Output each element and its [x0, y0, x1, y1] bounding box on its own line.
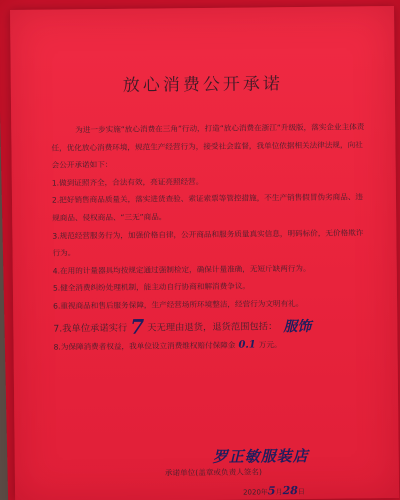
notice-title: 放心消费公开承诺 — [122, 74, 283, 96]
signer-label: 承诺单位(盖章或负责人签名) — [164, 467, 262, 478]
commitment-item-6: 6.重视商品和售后服务保障，生产经营场所环境整洁，经营行为文明有礼。 — [53, 298, 304, 311]
commitment-item-1: 1.做到证照齐全，合法有效，亮证亮照经营。 — [51, 176, 204, 188]
date-day-handwritten: 28 — [282, 484, 298, 498]
handwritten-deposit-amount: 0.1 — [238, 338, 256, 351]
commitment-item-5: 5.健全消费纠纷处理机制，能主动自行协商和解消费争议。 — [52, 281, 251, 293]
commitment-item-2: 2.把好销售商品质量关，落实进货查验、索证索票等管控措施，不生产销售假冒伪劣商品、违规商品、侵权商品、“三无”商品。 — [51, 192, 364, 223]
commitment-item-7 — [53, 312, 371, 338]
item8-prefix: 8.为保障消费者权益，我单位设立消费维权赔付保障金 — [53, 340, 236, 352]
intro-paragraph: 为进一步实施“放心消费在三角”行动，打造“放心消费在浙江”升级版，落实企业主体责任，优化放心消费环境，规范生产经营行为，接受社会监督，我单位依据相关法律法规，向社会公开承诺如下： — [51, 122, 365, 170]
commitment-item-4: 4.在用的计量器具均按规定通过强制检定，确保计量准确，无短斤缺两行为。 — [52, 263, 311, 276]
item7-suffix: 天无理由退货，退货范围包括： — [147, 320, 278, 334]
handwritten-return-scope: 服饰 — [283, 318, 312, 335]
item7-prefix: 7.我单位承诺实行 — [53, 322, 128, 335]
commitment-item-8 — [53, 335, 371, 356]
date-month-handwritten: 5 — [267, 484, 276, 498]
item8-suffix: 万元。 — [258, 339, 282, 349]
commitment-notice-sheet — [10, 6, 399, 500]
signature-date — [243, 484, 305, 498]
handwritten-company-signature: 罗正敏服装店 — [212, 446, 309, 466]
commitment-item-3: 3.规范经营服务行为，加强价格自律，公开商品和服务质量真实信息，明码标价，无价格欺诈行为。 — [52, 227, 364, 258]
handwritten-return-days: 7 — [130, 314, 145, 339]
date-day-unit: 日 — [297, 487, 305, 497]
date-year: 2020年 — [243, 488, 268, 497]
date-month-unit: 月 — [275, 488, 283, 497]
notice-body — [51, 118, 371, 355]
